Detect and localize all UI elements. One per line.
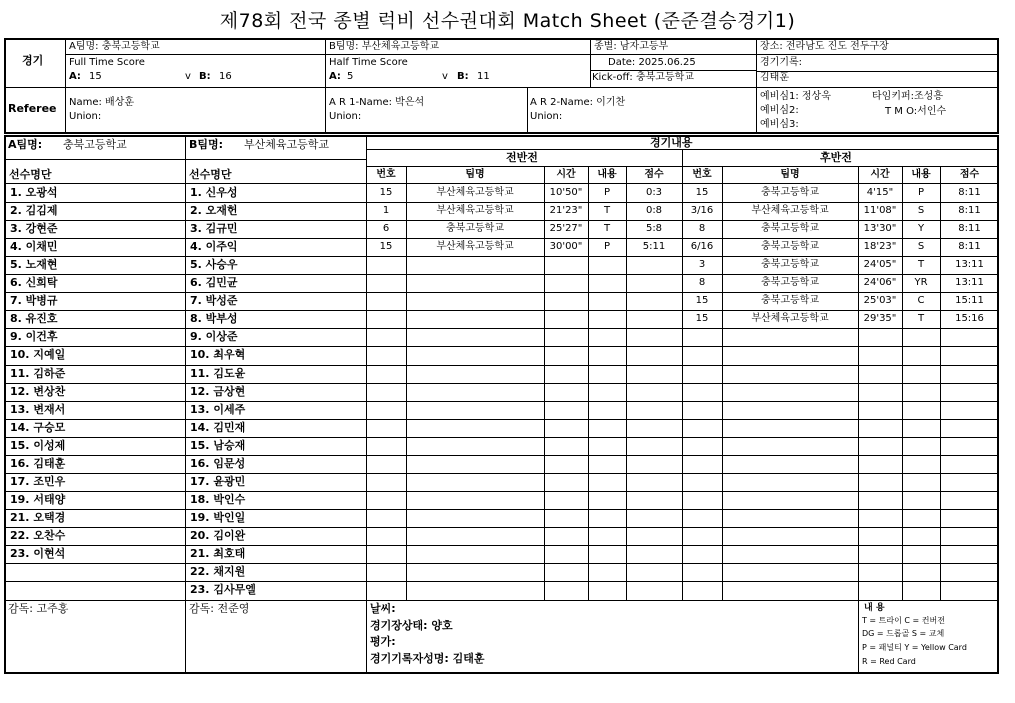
second-half-score: 13:11 <box>955 259 984 270</box>
second-half-team: 부산체육고등학교 <box>751 205 829 216</box>
team-b-player: 5. 사승우 <box>190 258 238 271</box>
match-content-title: 경기내용 <box>650 136 693 149</box>
team-a-player: 12. 변상찬 <box>10 385 66 398</box>
second-half-title: 후반전 <box>820 151 852 164</box>
first-half-content: P <box>603 187 611 198</box>
a-label-full: A: <box>69 71 81 82</box>
row-line <box>4 491 999 492</box>
second-half-score: 15:16 <box>955 313 984 324</box>
second-half-time: 24'05" <box>863 259 897 270</box>
row-line <box>4 563 999 564</box>
ar2-name: A R 2-Name: 이기찬 <box>530 97 626 108</box>
first-half-number: 6 <box>382 223 390 234</box>
a-label-half: A: <box>329 71 341 82</box>
tmo: T M O:서인수 <box>885 106 947 117</box>
second-half-team: 충북고등학교 <box>761 187 819 198</box>
team-b-player: 1. 신우성 <box>190 186 238 199</box>
team-a-player: 7. 박병규 <box>10 294 58 307</box>
team-a-player: 11. 김하준 <box>10 367 66 380</box>
team-a-player: 14. 구승모 <box>10 421 66 434</box>
team-a-player: 5. 노재현 <box>10 258 58 271</box>
row-line <box>4 437 999 438</box>
second-half-number: 15 <box>695 313 709 324</box>
legend-line-2: DG = 드롭골 S = 교체 <box>862 629 945 638</box>
team-b-player: 3. 김규민 <box>190 222 238 235</box>
first-half-time-header: 시간 <box>556 169 576 180</box>
team-a-player: 1. 오광석 <box>10 186 58 199</box>
row-line <box>4 419 999 420</box>
team-b-player: 17. 윤광민 <box>190 475 246 488</box>
second-half-time-header: 시간 <box>870 169 890 180</box>
kickoff: Kick-off: 충북고등학교 <box>592 72 694 83</box>
b-full-score: 16 <box>219 71 232 82</box>
recorder-label: 경기기록: <box>760 57 803 68</box>
second-half-time: 24'06" <box>863 277 897 288</box>
second-half-number: 8 <box>698 277 706 288</box>
row-line <box>4 401 999 402</box>
category: 종별: 남자고등부 <box>594 41 669 52</box>
venue: 장소: 전라남도 진도 전두구장 <box>760 41 889 52</box>
first-half-time: 25'27" <box>549 223 583 234</box>
reserve-referee-1: 예비심1: 정상욱 <box>760 91 831 102</box>
referee-name: Name: 배상훈 <box>69 97 135 108</box>
row-line <box>4 383 999 384</box>
team-b-player: 15. 남승재 <box>190 439 246 452</box>
second-half-team: 충북고등학교 <box>761 223 819 234</box>
team-b-roster-name: 부산체육고등학교 <box>244 138 330 151</box>
second-half-number: 6/16 <box>690 241 714 252</box>
recorder-signature: 경기기록자성명: 김태훈 <box>370 652 485 665</box>
ar1-name: A R 1-Name: 박은석 <box>329 97 425 108</box>
weather: 날씨: <box>370 602 396 615</box>
team-a-player: 21. 오택경 <box>10 511 66 524</box>
row-line <box>4 328 999 329</box>
second-half-time: 29'35" <box>863 313 897 324</box>
second-half-number: 15 <box>695 295 709 306</box>
v-label-half: v <box>442 71 448 82</box>
team-a-player: 10. 지예일 <box>10 348 66 361</box>
team-b-player: 8. 박부성 <box>190 312 238 325</box>
second-half-team: 충북고등학교 <box>761 295 819 306</box>
divider-rosters <box>185 135 186 674</box>
team-a-player: 4. 이채민 <box>10 240 58 253</box>
b-label-half: B: <box>457 71 469 82</box>
team-b-label: B팀명: <box>189 138 224 151</box>
first-half-time: 10'50" <box>549 187 583 198</box>
second-half-time: 4'15" <box>866 187 894 198</box>
first-half-score: 0:8 <box>645 205 663 216</box>
first-half-title: 전반전 <box>506 151 538 164</box>
row-line <box>4 581 999 582</box>
row-line <box>4 509 999 510</box>
coach-a: 감독: 고주홍 <box>8 602 69 615</box>
first-half-score: 5:8 <box>645 223 663 234</box>
second-half-number: 3/16 <box>690 205 714 216</box>
second-half-content-header: 내용 <box>911 169 931 180</box>
row-line <box>4 545 999 546</box>
team-a-player: 8. 유진호 <box>10 312 58 325</box>
second-half-content: S <box>917 205 925 216</box>
first-half-time: 30'00" <box>549 241 583 252</box>
team-a-player: 2. 김김제 <box>10 204 58 217</box>
first-half-time: 21'23" <box>549 205 583 216</box>
half-time-label: Half Time Score <box>329 57 408 68</box>
second-half-content: T <box>917 259 925 270</box>
second-half-content: Y <box>917 223 925 234</box>
rule-team-name-b <box>185 159 366 160</box>
team-b-player: 21. 최호태 <box>190 547 246 560</box>
first-half-number-header: 번호 <box>376 169 396 180</box>
second-half-time: 18'23" <box>863 241 897 252</box>
row-line <box>4 473 999 474</box>
team-b-player: 11. 김도윤 <box>190 367 246 380</box>
first-half-content-header: 내용 <box>597 169 617 180</box>
second-half-score: 8:11 <box>958 241 981 252</box>
team-a-player: 15. 이성제 <box>10 439 66 452</box>
legend-line-4: R = Red Card <box>862 657 916 666</box>
recorder-name: 김태훈 <box>760 72 789 83</box>
team-a-player: 23. 이현석 <box>10 547 66 560</box>
reserve-referee-3: 예비심3: <box>760 119 799 130</box>
second-half-team: 충북고등학교 <box>761 277 819 288</box>
team-b-player: 12. 금상현 <box>190 385 246 398</box>
roster-b-header: 선수명단 <box>189 168 232 181</box>
referee-label: Referee <box>8 102 57 115</box>
second-half-score: 8:11 <box>958 187 981 198</box>
first-half-score: 0:3 <box>645 187 663 198</box>
second-half-team: 부산체육고등학교 <box>751 313 829 324</box>
second-half-team: 충북고등학교 <box>761 259 819 270</box>
second-half-number: 8 <box>698 223 706 234</box>
rule-team-name-a <box>4 159 185 160</box>
second-half-content: C <box>917 295 925 306</box>
second-half-time: 13'30" <box>863 223 897 234</box>
timekeeper: 타임키퍼:조성흥 <box>872 91 943 102</box>
second-half-content: T <box>917 313 925 324</box>
second-half-team: 충북고등학교 <box>761 241 819 252</box>
team-a-player: 22. 오찬수 <box>10 529 66 542</box>
first-half-number: 15 <box>379 187 393 198</box>
second-half-score: 8:11 <box>958 205 981 216</box>
second-half-content: YR <box>914 277 928 288</box>
a-full-score: 15 <box>89 71 102 82</box>
team-b-player: 10. 최우혁 <box>190 348 246 361</box>
row-line <box>4 346 999 347</box>
team-a-player: 16. 김태훈 <box>10 457 66 470</box>
second-half-score: 15:11 <box>955 295 984 306</box>
team-b-player: 14. 김민재 <box>190 421 246 434</box>
team-b-player: 9. 이상준 <box>190 330 238 343</box>
team-b-player: 6. 김민균 <box>190 276 238 289</box>
first-half-team: 부산체육고등학교 <box>436 205 514 216</box>
second-half-team-header: 팀명 <box>780 169 800 180</box>
ground-condition: 경기장상태: 양호 <box>370 619 453 632</box>
second-half-number: 3 <box>698 259 706 270</box>
legend-line-1: T = 트라이 C = 컨버젼 <box>862 616 945 625</box>
second-half-score: 13:11 <box>955 277 984 288</box>
legend-title: 내 용 <box>864 603 885 613</box>
first-half-number: 1 <box>382 205 390 216</box>
match-date: Date: 2025.06.25 <box>608 57 696 68</box>
first-half-content: T <box>603 223 611 234</box>
divider-legend <box>858 600 859 674</box>
team-b-player: 19. 박인일 <box>190 511 246 524</box>
team-a-label: A팀명: <box>8 138 43 151</box>
first-half-team: 부산체육고등학교 <box>436 187 514 198</box>
team-b-player: 20. 김이완 <box>190 529 246 542</box>
second-half-score: 8:11 <box>958 223 981 234</box>
a-half-score: 5 <box>347 71 354 82</box>
page-title: 제78회 전국 종별 럭비 선수권대회 Match Sheet (준준결승경기1) <box>219 10 796 32</box>
legend-line-3: P = 패널티 Y = Yellow Card <box>862 643 967 652</box>
second-half-score-header: 점수 <box>959 169 980 180</box>
team-b-player: 7. 박성준 <box>190 294 238 307</box>
team-b-player: 4. 이주익 <box>190 240 238 253</box>
rating: 평가: <box>370 635 396 648</box>
team-b-player: 22. 채지원 <box>190 565 246 578</box>
first-half-content: P <box>603 241 611 252</box>
referee-union: Union: <box>69 111 102 122</box>
second-half-number-header: 번호 <box>692 169 712 180</box>
ar2-union: Union: <box>530 111 563 122</box>
second-half-time: 25'03" <box>863 295 897 306</box>
row-line <box>4 365 999 366</box>
team-b-player: 2. 오재헌 <box>190 204 238 217</box>
team-a-player: 9. 이건후 <box>10 330 58 343</box>
team-a-player: 19. 서태양 <box>10 493 66 506</box>
first-half-content: T <box>603 205 611 216</box>
team-b-player: 13. 이세주 <box>190 403 246 416</box>
row-line <box>4 527 999 528</box>
roster-a-header: 선수명단 <box>9 168 52 181</box>
b-half-score: 11 <box>477 71 490 82</box>
team-a-name: A팀명: 충북고등학교 <box>69 41 160 52</box>
team-a-player: 17. 조민우 <box>10 475 66 488</box>
team-b-name: B팀명: 부산체육고등학교 <box>329 41 440 52</box>
team-b-player: 23. 김사무엘 <box>190 583 256 596</box>
first-half-score-header: 점수 <box>644 169 664 180</box>
second-half-content: P <box>917 187 925 198</box>
v-label-full: v <box>185 71 191 82</box>
b-label-full: B: <box>199 71 211 82</box>
team-b-player: 18. 박인수 <box>190 493 246 506</box>
first-half-number: 15 <box>379 241 393 252</box>
second-half-number: 15 <box>695 187 709 198</box>
team-a-player: 13. 변재서 <box>10 403 66 416</box>
team-a-player: 6. 신희탁 <box>10 276 58 289</box>
team-a-roster-name: 충북고등학교 <box>63 138 127 151</box>
first-half-team: 부산체육고등학교 <box>436 241 514 252</box>
full-time-label: Full Time Score <box>69 57 145 68</box>
ar1-union: Union: <box>329 111 362 122</box>
first-half-team: 충북고등학교 <box>446 223 504 234</box>
coach-b: 감독: 전준영 <box>189 602 250 615</box>
row-line <box>4 455 999 456</box>
rule-footer <box>4 600 999 601</box>
first-half-score: 5:11 <box>642 241 666 252</box>
reserve-referee-2: 예비심2: <box>760 105 799 116</box>
second-half-time: 11'08" <box>863 205 897 216</box>
team-b-player: 16. 임문성 <box>190 457 246 470</box>
first-half-team-header: 팀명 <box>465 169 485 180</box>
game-label: 경기 <box>22 54 44 67</box>
team-a-player: 3. 강현준 <box>10 222 58 235</box>
second-half-content: S <box>917 241 925 252</box>
